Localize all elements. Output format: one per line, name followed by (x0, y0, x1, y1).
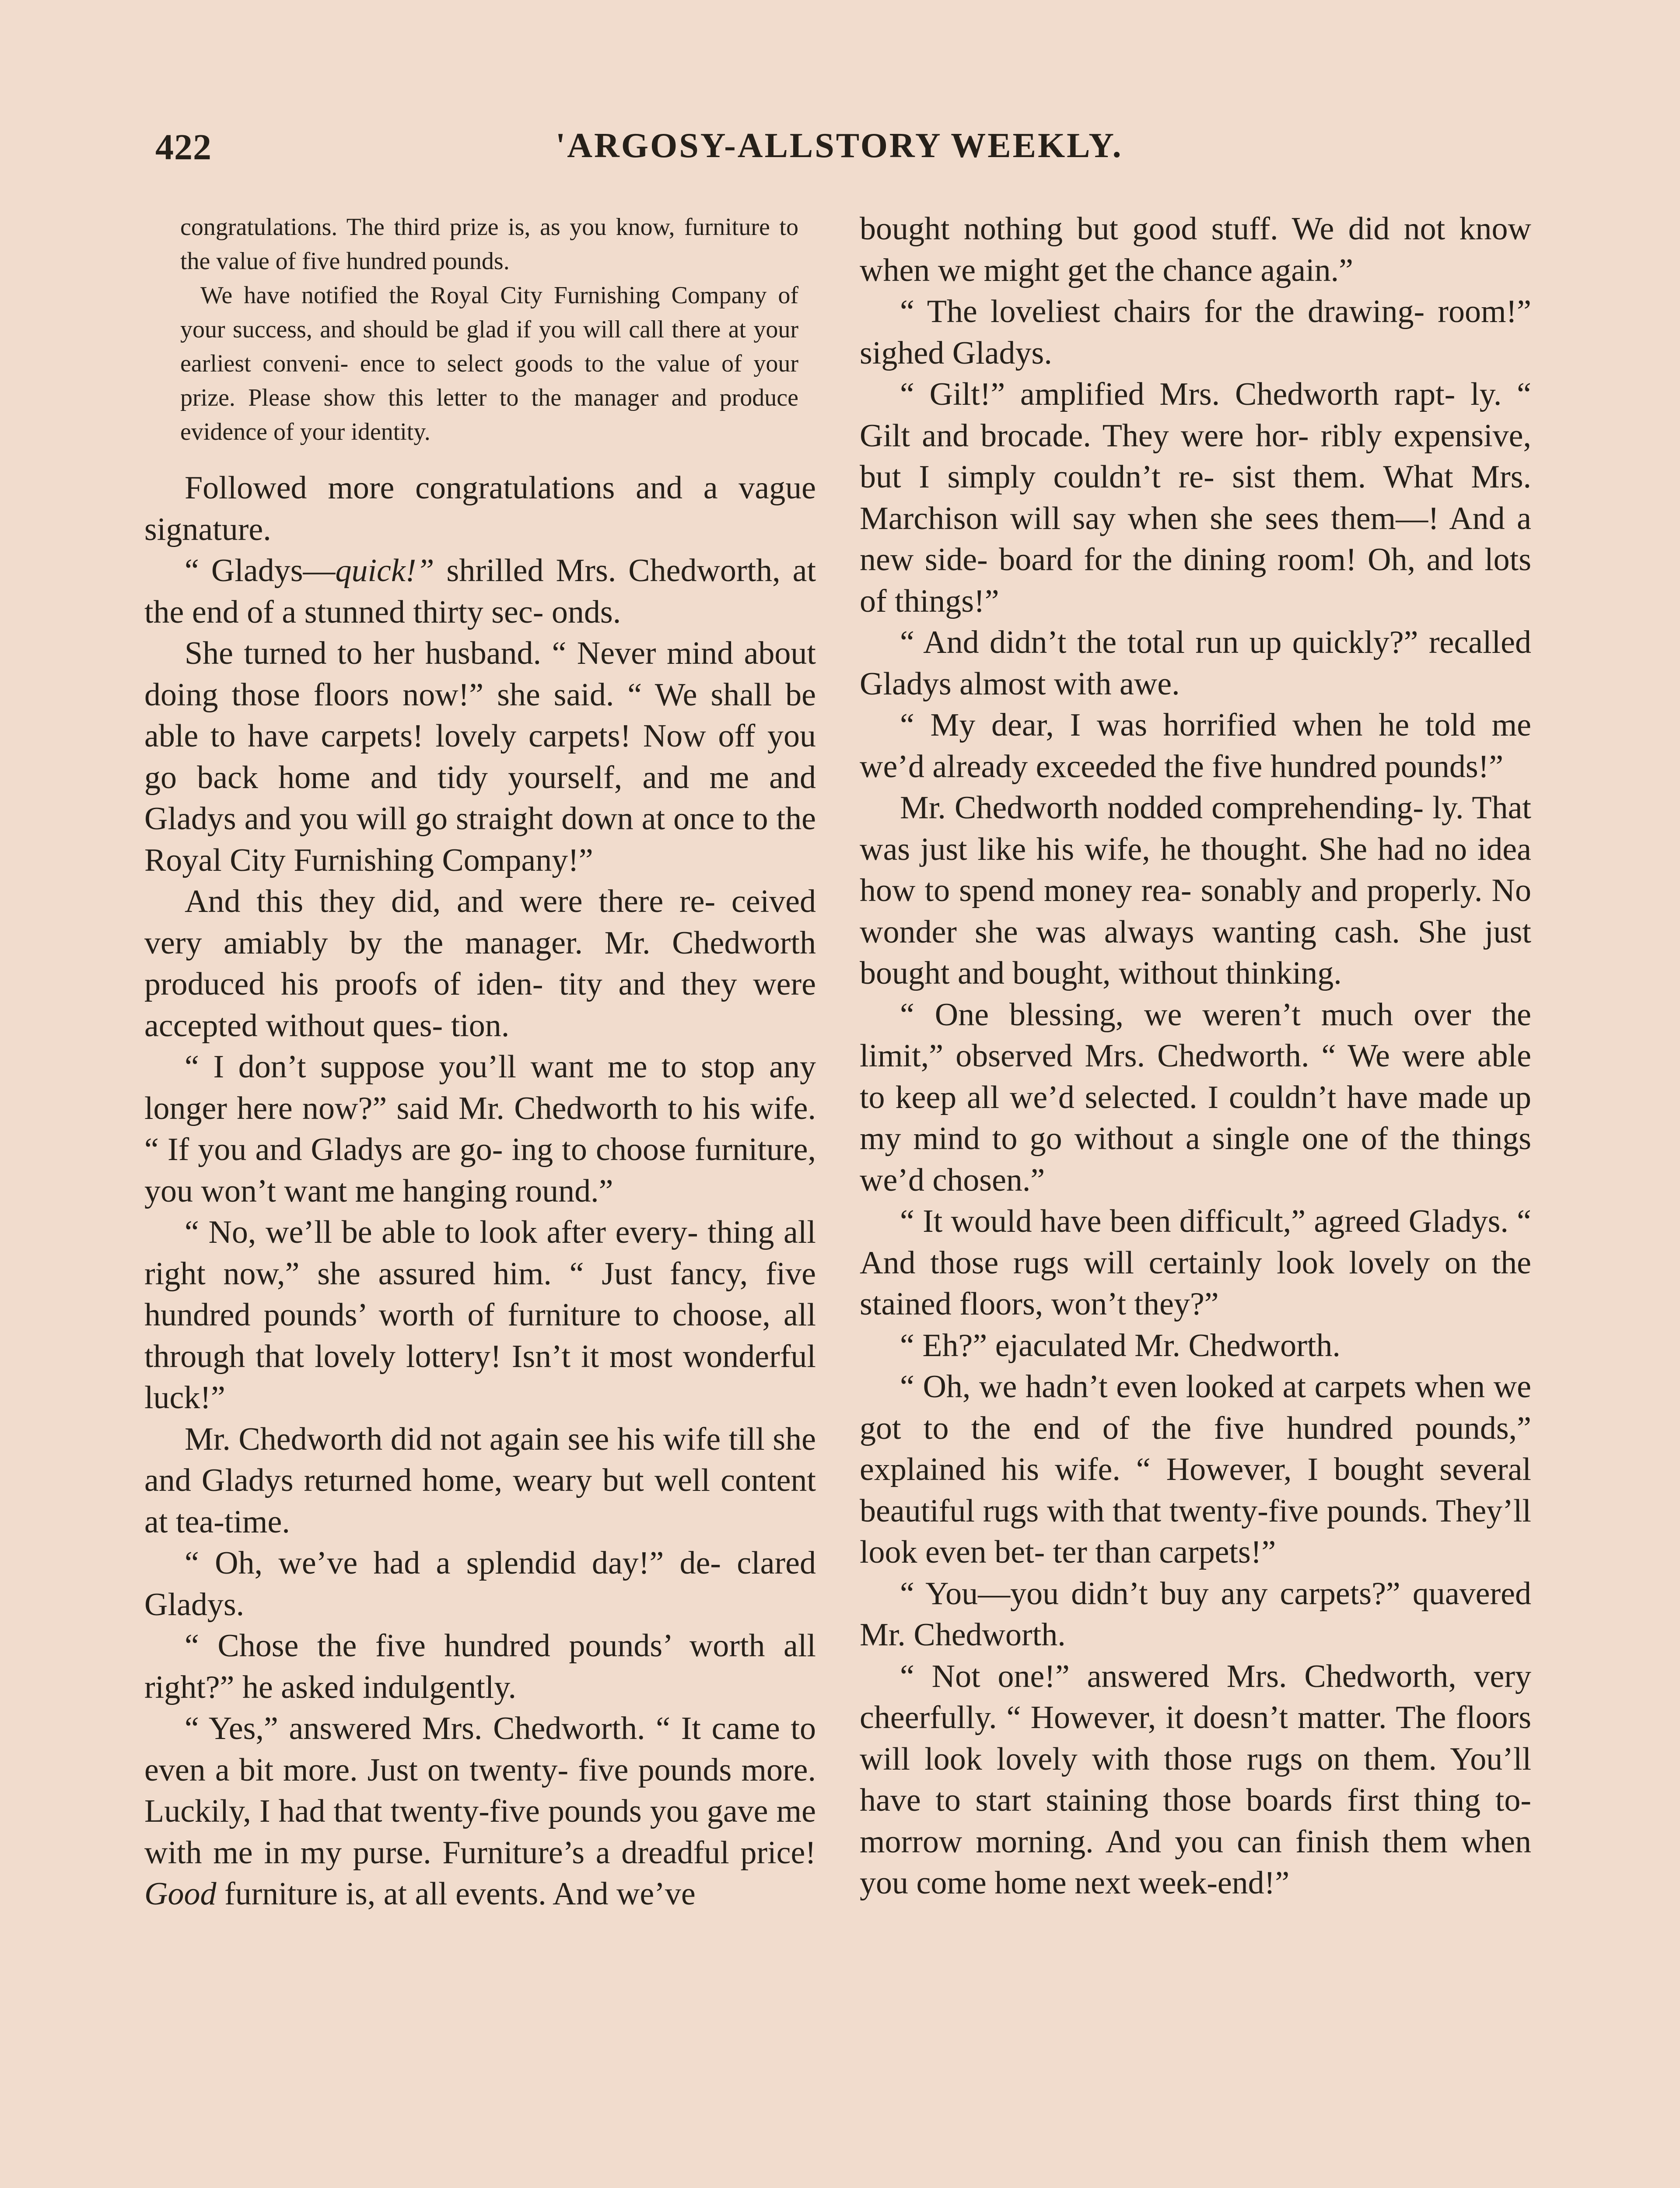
paragraph: “ Eh?” ejaculated Mr. Chedworth. (900, 1327, 1340, 1364)
paragraph: Mr. Chedworth did not again see his wife till she and Gladys returned home, weary but well content at tea-time. (144, 1421, 816, 1540)
paragraph: “ And didn’t the total run up quickly?” recalled Gladys almost with awe. (860, 624, 1531, 702)
quoted-letter (180, 210, 798, 449)
paragraph: “ One blessing, we weren’t much over the limit,” observed Mrs. Chedworth. “ We were able to keep all we’d selected. I couldn’t have made up my mind to go without a single one of the things we’d chosen.” (860, 996, 1531, 1198)
paragraph: “ No, we’ll be able to look after every- thing all right now,” she assured him. “ Just fancy, five hundred pounds’ worth of furniture to choose, all through that lovely lottery! Isn’t it most wonderful luck!” (144, 1214, 816, 1416)
paragraph: “ The loveliest chairs for the drawing- room!” sighed Gladys. (860, 294, 1531, 371)
paragraph: Mr. Chedworth nodded comprehending- ly. That was just like his wife, he thought. She had no idea how to spend money rea- sonably and properly. No wonder she was always wanting cash. She just bought and bought, without thinking. (860, 790, 1531, 991)
paragraph (144, 550, 816, 633)
paragraph: “ Oh, we’ve had a splendid day!” de- clared Gladys. (144, 1545, 816, 1623)
page-number: 422 (155, 127, 212, 168)
paragraph: “ Chose the five hundred pounds’ worth all right?” he asked indulgently. (144, 1628, 816, 1705)
letter-paragraph: congratulations. The third prize is, as you know, furniture to the value of five hundred pounds. (180, 214, 798, 275)
right-column (860, 208, 1531, 1904)
text-run: shrilled Mrs. Chedworth, at the end of a stunned thirty sec- onds. (144, 553, 816, 630)
letter-paragraph: We have notified the Royal City Furnishing Company of your success, and should be glad if you will call there at your earliest conveni- ence to select goods to the value of your prize. Please show this letter to the manager and produce evidence of your identity. (180, 282, 798, 445)
left-column (144, 210, 816, 1915)
italic-text: quick!” (335, 553, 434, 589)
text-run: furniture is, at all events. And we’ve (216, 1876, 696, 1912)
text-run: “ Yes,” answered Mrs. Chedworth. “ It came to even a bit more. Just on twenty- five pounds more. Luckily, I had that twenty-five pounds you gave me with me in my purse. Furniture’s a dreadful price! (144, 1711, 816, 1871)
text-run: “ Gladys— (185, 553, 336, 589)
paragraph: “ You—you didn’t buy any carpets?” quavered Mr. Chedworth. (860, 1575, 1531, 1653)
paragraph: “ Not one!” answered Mrs. Chedworth, very cheerfully. “ However, it doesn’t matter. The floors will look lovely with those rugs on them. You’ll have to start staining those boards first thing to-morrow morning. And you can finish them when you come home next week-end!” (860, 1658, 1531, 1901)
paragraph: “ Gilt!” amplified Mrs. Chedworth rapt- ly. “ Gilt and brocade. They were hor- ribly expensive, but I simply couldn’t re- sist them. What Mrs. Marchison will say when she sees them—! And a new side- board for the dining room! Oh, and lots of things!” (860, 376, 1531, 619)
paragraph: “ Oh, we hadn’t even looked at carpets when we got to the end of the five hundred pounds,” explained his wife. “ However, I bought several beautiful rugs with that twenty-five pounds. They’ll look even bet- ter than carpets!” (860, 1369, 1531, 1570)
paragraph: She turned to her husband. “ Never mind about doing those floors now!” she said. “ We shall be able to have carpets! lovely carpets! Now off you go back home and tidy yourself, and me and Gladys and you will go straight down at once to the Royal City Furnishing Company!” (144, 635, 816, 878)
italic-text: Good (144, 1876, 217, 1912)
paragraph: Followed more congratulations and a vague signature. (144, 470, 816, 547)
paragraph: bought nothing but good stuff. We did not know when we might get the chance again.” (860, 211, 1531, 288)
paragraph: “ It would have been difficult,” agreed Gladys. “ And those rugs will certainly look lovely on the stained floors, won’t they?” (860, 1203, 1531, 1322)
paragraph (144, 1708, 816, 1915)
paragraph: “ I don’t suppose you’ll want me to stop any longer here now?” said Mr. Chedworth to his wife. “ If you and Gladys are go- ing to choose furniture, you won’t want me hanging round.” (144, 1049, 816, 1209)
running-head: 'ARGOSY-ALLSTORY WEEKLY. (556, 126, 1123, 165)
paragraph: “ My dear, I was horrified when he told me we’d already exceeded the five hundred pounds!” (860, 707, 1531, 785)
paragraph: And this they did, and were there re- ceived very amiably by the manager. Mr. Chedworth produced his proofs of iden- tity and they were accepted without ques- tion. (144, 884, 816, 1044)
